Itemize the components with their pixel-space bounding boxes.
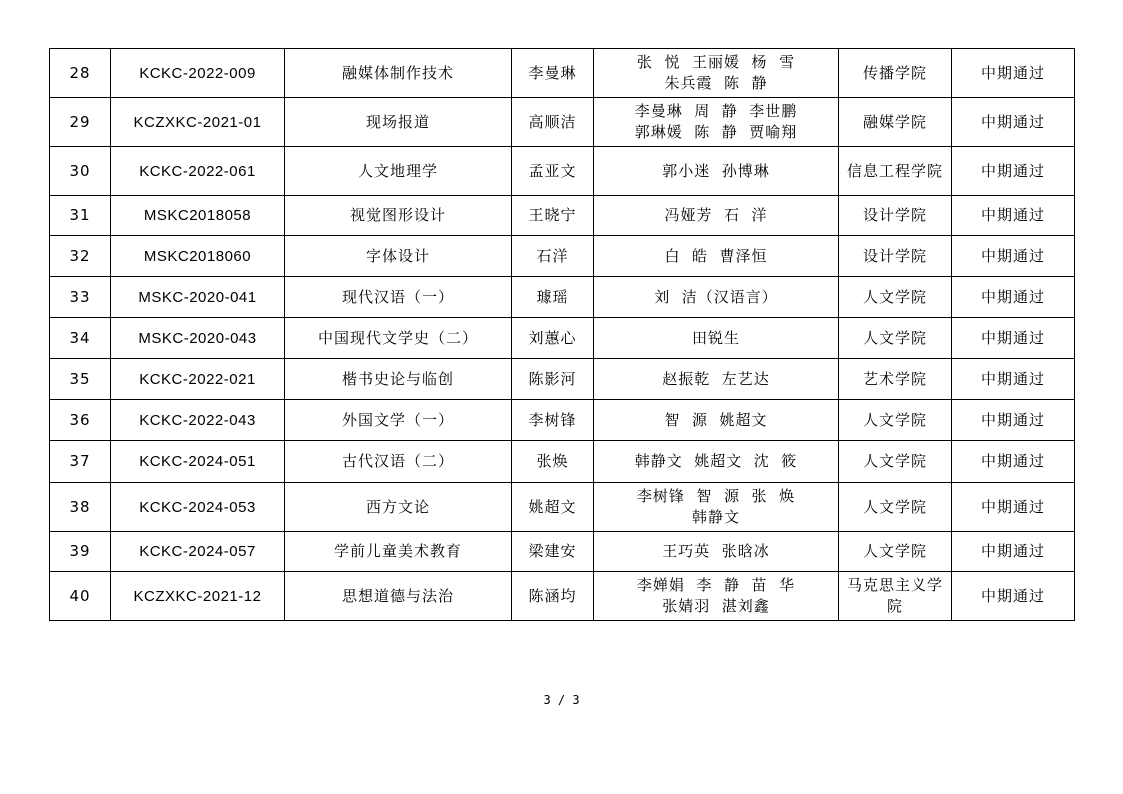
course-name-cell: 学前儿童美术教育 [285, 532, 512, 572]
team-member-line: 智 源 姚超文 [664, 410, 768, 429]
row-number-cell: 39 [50, 532, 111, 572]
team-member-line: 张婧羽 湛刘鑫 [662, 597, 770, 615]
college-cell: 马克思主义学院 [839, 572, 952, 621]
result-cell: 中期通过 [952, 196, 1075, 236]
team-members-cell [594, 318, 839, 359]
course-name-cell: 中国现代文学史（二） [285, 318, 512, 359]
college-cell: 人文学院 [839, 318, 952, 359]
team-members-cell [594, 196, 839, 236]
team-member-line: 白 皓 曹泽恒 [664, 246, 768, 265]
result-cell: 中期通过 [952, 400, 1075, 441]
project-code-cell: KCKC-2022-061 [111, 147, 285, 196]
course-name-cell: 外国文学（一） [285, 400, 512, 441]
team-members-cell [594, 441, 839, 483]
table-row [50, 572, 1075, 621]
team-members-cell [594, 572, 839, 621]
project-table [49, 48, 1075, 621]
table-row [50, 49, 1075, 98]
result-cell: 中期通过 [952, 441, 1075, 483]
project-code-cell: KCKC-2022-021 [111, 359, 285, 400]
course-name-cell: 古代汉语（二） [285, 441, 512, 483]
project-leader-cell: 石洋 [512, 236, 594, 277]
course-name-cell: 融媒体制作技术 [285, 49, 512, 98]
project-leader-cell: 陈涵均 [512, 572, 594, 621]
project-leader-cell: 陈影河 [512, 359, 594, 400]
result-cell: 中期通过 [952, 483, 1075, 532]
college-cell: 信息工程学院 [839, 147, 952, 196]
project-code-cell: KCKC-2022-043 [111, 400, 285, 441]
project-leader-cell: 孟亚文 [512, 147, 594, 196]
result-cell: 中期通过 [952, 277, 1075, 318]
team-member-line: 郭小迷 孙博琳 [662, 161, 770, 180]
project-code-cell: MSKC-2020-043 [111, 318, 285, 359]
project-code-cell: KCKC-2024-051 [111, 441, 285, 483]
team-member-line: 冯娅芳 石 洋 [664, 206, 768, 224]
team-members-cell [594, 277, 839, 318]
row-number-cell: 38 [50, 483, 111, 532]
college-cell: 人文学院 [839, 441, 952, 483]
team-member-line: 李婵娟 李 静 苗 华 [636, 576, 796, 594]
team-member-line: 郭琳媛 陈 静 贾喻翔 [634, 123, 798, 141]
team-member-line: 朱兵霞 陈 静 [664, 74, 768, 92]
college-cell: 人文学院 [839, 400, 952, 441]
project-code-cell: KCKC-2024-057 [111, 532, 285, 572]
table-row [50, 277, 1075, 318]
project-leader-cell: 姚超文 [512, 483, 594, 532]
team-members-cell [594, 483, 839, 532]
team-members-cell [594, 98, 839, 147]
project-leader-cell: 李树锋 [512, 400, 594, 441]
table-row [50, 147, 1075, 196]
table-row [50, 318, 1075, 359]
team-members-cell [594, 49, 839, 98]
project-leader-cell: 张焕 [512, 441, 594, 483]
team-members-cell [594, 532, 839, 572]
team-member-line: 张 悦 王丽媛 杨 雪 [636, 53, 796, 71]
college-cell: 人文学院 [839, 483, 952, 532]
row-number-cell: 35 [50, 359, 111, 400]
row-number-cell: 30 [50, 147, 111, 196]
row-number-cell: 40 [50, 572, 111, 621]
row-number-cell: 29 [50, 98, 111, 147]
table-body [50, 49, 1075, 621]
row-number-cell: 31 [50, 196, 111, 236]
course-name-cell: 现场报道 [285, 98, 512, 147]
college-cell: 艺术学院 [839, 359, 952, 400]
result-cell: 中期通过 [952, 49, 1075, 98]
college-cell: 人文学院 [839, 532, 952, 572]
page-indicator: 3 / 3 [543, 693, 580, 707]
project-code-cell: KCZXKC-2021-01 [111, 98, 285, 147]
row-number-cell: 33 [50, 277, 111, 318]
project-leader-cell: 刘蕙心 [512, 318, 594, 359]
table-row [50, 196, 1075, 236]
table-row [50, 400, 1075, 441]
team-members-cell [594, 359, 839, 400]
team-member-line: 韩静文 姚超文 沈 筱 [634, 452, 798, 470]
row-number-cell: 28 [50, 49, 111, 98]
project-leader-cell: 璩瑶 [512, 277, 594, 318]
result-cell: 中期通过 [952, 318, 1075, 359]
table-row [50, 236, 1075, 277]
project-leader-cell: 梁建安 [512, 532, 594, 572]
course-name-cell: 现代汉语（一） [285, 277, 512, 318]
team-member-line: 韩静文 [691, 508, 740, 526]
result-cell: 中期通过 [952, 147, 1075, 196]
project-leader-cell: 王晓宁 [512, 196, 594, 236]
result-cell: 中期通过 [952, 359, 1075, 400]
project-code-cell: KCZXKC-2021-12 [111, 572, 285, 621]
row-number-cell: 34 [50, 318, 111, 359]
project-table-container [49, 48, 1074, 621]
result-cell: 中期通过 [952, 532, 1075, 572]
project-code-cell: KCKC-2024-053 [111, 483, 285, 532]
college-cell: 融媒学院 [839, 98, 952, 147]
table-row [50, 98, 1075, 147]
course-name-cell: 字体设计 [285, 236, 512, 277]
course-name-cell: 人文地理学 [285, 147, 512, 196]
team-members-cell [594, 400, 839, 441]
team-member-line: 刘 洁（汉语言） [654, 287, 778, 306]
project-code-cell: KCKC-2022-009 [111, 49, 285, 98]
team-members-cell [594, 147, 839, 196]
college-cell: 人文学院 [839, 277, 952, 318]
course-name-cell: 思想道德与法治 [285, 572, 512, 621]
team-member-line: 王巧英 张晗冰 [662, 542, 770, 560]
table-row [50, 483, 1075, 532]
project-leader-cell: 高顺洁 [512, 98, 594, 147]
table-row [50, 532, 1075, 572]
team-member-line: 田锐生 [691, 328, 740, 347]
row-number-cell: 36 [50, 400, 111, 441]
college-cell: 设计学院 [839, 196, 952, 236]
course-name-cell: 西方文论 [285, 483, 512, 532]
table-row [50, 441, 1075, 483]
row-number-cell: 32 [50, 236, 111, 277]
team-member-line: 李曼琳 周 静 李世鹏 [634, 102, 798, 120]
project-code-cell: MSKC2018060 [111, 236, 285, 277]
project-code-cell: MSKC-2020-041 [111, 277, 285, 318]
team-member-line: 赵振乾 左艺达 [662, 369, 770, 388]
college-cell: 设计学院 [839, 236, 952, 277]
project-leader-cell: 李曼琳 [512, 49, 594, 98]
course-name-cell: 视觉图形设计 [285, 196, 512, 236]
result-cell: 中期通过 [952, 98, 1075, 147]
table-row [50, 359, 1075, 400]
result-cell: 中期通过 [952, 236, 1075, 277]
project-code-cell: MSKC2018058 [111, 196, 285, 236]
team-member-line: 李树锋 智 源 张 焕 [636, 487, 796, 505]
college-cell: 传播学院 [839, 49, 952, 98]
team-members-cell [594, 236, 839, 277]
row-number-cell: 37 [50, 441, 111, 483]
result-cell: 中期通过 [952, 572, 1075, 621]
course-name-cell: 楷书史论与临创 [285, 359, 512, 400]
